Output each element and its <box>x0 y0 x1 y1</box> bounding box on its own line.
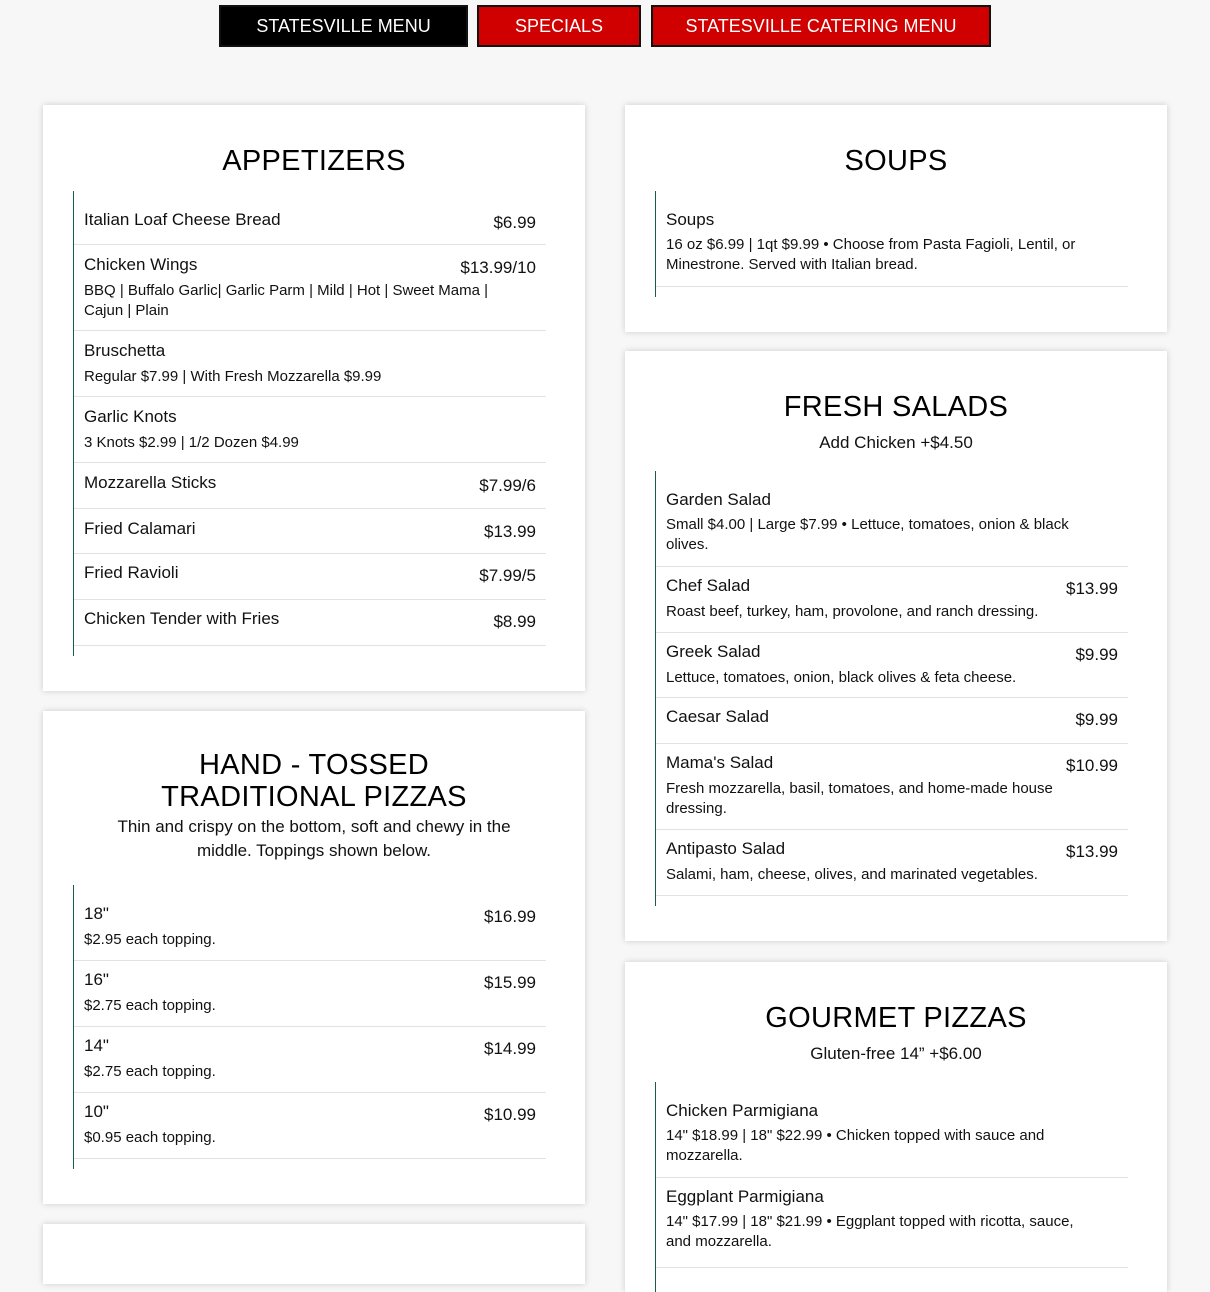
list-item <box>74 600 546 646</box>
item-name: Fried Ravioli <box>84 563 179 582</box>
list-item <box>74 885 546 961</box>
salads-title: FRESH SALADS <box>783 391 1009 423</box>
soups-title: SOUPS <box>844 145 948 177</box>
item-description: $2.75 each topping. <box>84 997 216 1014</box>
item-price: $13.99 <box>1066 842 1118 861</box>
item-description: Roast beef, turkey, ham, provolone, and ranch dressing. <box>666 603 1039 620</box>
item-price: $13.99/10 <box>460 258 536 277</box>
tab-specials[interactable]: SPECIALS <box>477 5 641 47</box>
item-price: $8.99 <box>493 612 536 631</box>
list-item <box>656 830 1128 896</box>
item-name: Garlic Knots <box>84 407 177 426</box>
appetizers-title: APPETIZERS <box>222 145 406 177</box>
list-item <box>656 633 1128 698</box>
list-item <box>656 698 1128 744</box>
item-description: 14" $18.99 | 18" $22.99 • Chicken topped with sauce and mozzarella. <box>666 1127 1045 1164</box>
item-price: $14.99 <box>484 1039 536 1058</box>
list-item <box>74 191 546 245</box>
item-description: 14" $17.99 | 18" $21.99 • Eggplant topped with ricotta, sauce, and mozzarella. <box>666 1213 1074 1250</box>
list-item <box>74 331 546 397</box>
item-description: $2.95 each topping. <box>84 931 216 948</box>
item-name: Fried Calamari <box>84 519 196 538</box>
item-price: $15.99 <box>484 973 536 992</box>
item-name: Garden Salad <box>666 490 771 509</box>
item-name: Antipasto Salad <box>666 839 786 858</box>
item-price: $13.99 <box>484 522 536 541</box>
gourmet-pizzas-card <box>625 962 1167 1292</box>
item-name: Mozzarella Sticks <box>84 473 217 492</box>
item-price: $10.99 <box>1066 756 1118 775</box>
list-item <box>656 744 1128 830</box>
item-description: Small $4.00 | Large $7.99 • Lettuce, tomatoes, onion & black olives. <box>666 516 1069 553</box>
item-name: 10" <box>84 1102 109 1121</box>
salads-subtitle: Add Chicken +$4.50 <box>819 433 973 452</box>
list-item <box>656 191 1128 287</box>
pizzas-title: HAND - TOSSED TRADITIONAL PIZZAS <box>161 749 467 813</box>
item-name: Mama's Salad <box>666 753 774 772</box>
item-name: Chef Salad <box>666 576 751 595</box>
item-name: Caesar Salad <box>666 707 770 726</box>
list-item <box>656 567 1128 633</box>
item-description: 16 oz $6.99 | 1qt $9.99 • Choose from Pasta Fagioli, Lentil, or Minestrone. Served with Italian bread. <box>666 236 1076 273</box>
list-item <box>656 1178 1128 1268</box>
soups-card <box>625 105 1167 332</box>
item-name: Eggplant Parmigiana <box>666 1187 824 1206</box>
list-item <box>74 509 546 554</box>
list-item <box>74 1027 546 1093</box>
tab-statesville-menu[interactable]: STATESVILLE MENU <box>219 5 468 47</box>
traditional-pizzas-card <box>43 711 585 1204</box>
item-description: Regular $7.99 | With Fresh Mozzarella $9.99 <box>84 368 382 385</box>
next-section-card <box>43 1224 585 1284</box>
list-item <box>74 463 546 509</box>
item-name: Chicken Wings <box>84 255 198 274</box>
list-item <box>74 554 546 600</box>
item-name: 16" <box>84 970 109 989</box>
item-description: $0.95 each topping. <box>84 1129 216 1146</box>
item-name: 14" <box>84 1036 109 1055</box>
tab-catering-menu[interactable]: STATESVILLE CATERING MENU <box>651 5 991 47</box>
item-description: Lettuce, tomatoes, onion, black olives & feta cheese. <box>666 669 1017 686</box>
item-price: $10.99 <box>484 1105 536 1124</box>
salads-list <box>655 471 1128 906</box>
soups-list <box>655 191 1128 297</box>
list-item <box>74 961 546 1027</box>
appetizers-list <box>73 191 546 656</box>
list-item <box>656 471 1128 567</box>
salads-card <box>625 351 1167 941</box>
list-item <box>74 245 546 331</box>
item-name: 18" <box>84 904 109 923</box>
list-item <box>74 1093 546 1159</box>
item-price: $16.99 <box>484 907 536 926</box>
item-description: 3 Knots $2.99 | 1/2 Dozen $4.99 <box>84 434 299 451</box>
item-price: $7.99/5 <box>479 566 536 585</box>
list-item <box>656 1082 1128 1178</box>
menu-nav <box>0 5 1210 51</box>
item-name: Bruschetta <box>84 341 166 360</box>
item-name: Italian Loaf Cheese Bread <box>84 210 281 229</box>
item-price: $7.99/6 <box>479 476 536 495</box>
item-name: Greek Salad <box>666 642 761 661</box>
pizzas-subtitle: Thin and crispy on the bottom, soft and chewy in the middle. Toppings shown below. <box>117 817 511 860</box>
item-price: $6.99 <box>493 213 536 232</box>
item-description: BBQ | Buffalo Garlic| Garlic Parm | Mild | Hot | Sweet Mama | Cajun | Plain <box>84 282 489 319</box>
item-name: Chicken Tender with Fries <box>84 609 280 628</box>
item-name: Chicken Parmigiana <box>666 1101 819 1120</box>
item-description: Salami, ham, cheese, olives, and marinated vegetables. <box>666 866 1038 883</box>
item-description: $2.75 each topping. <box>84 1063 216 1080</box>
item-name: Soups <box>666 210 715 229</box>
item-price: $9.99 <box>1075 710 1118 729</box>
item-price: $13.99 <box>1066 579 1118 598</box>
appetizers-card <box>43 105 585 691</box>
item-description: Fresh mozzarella, basil, tomatoes, and home-made house dressing. <box>666 780 1053 817</box>
gourmet-subtitle: Gluten-free 14” +$6.00 <box>810 1044 982 1063</box>
list-item <box>74 397 546 463</box>
item-price: $9.99 <box>1075 645 1118 664</box>
gourmet-title: GOURMET PIZZAS <box>765 1002 1027 1034</box>
pizzas-list <box>73 885 546 1169</box>
